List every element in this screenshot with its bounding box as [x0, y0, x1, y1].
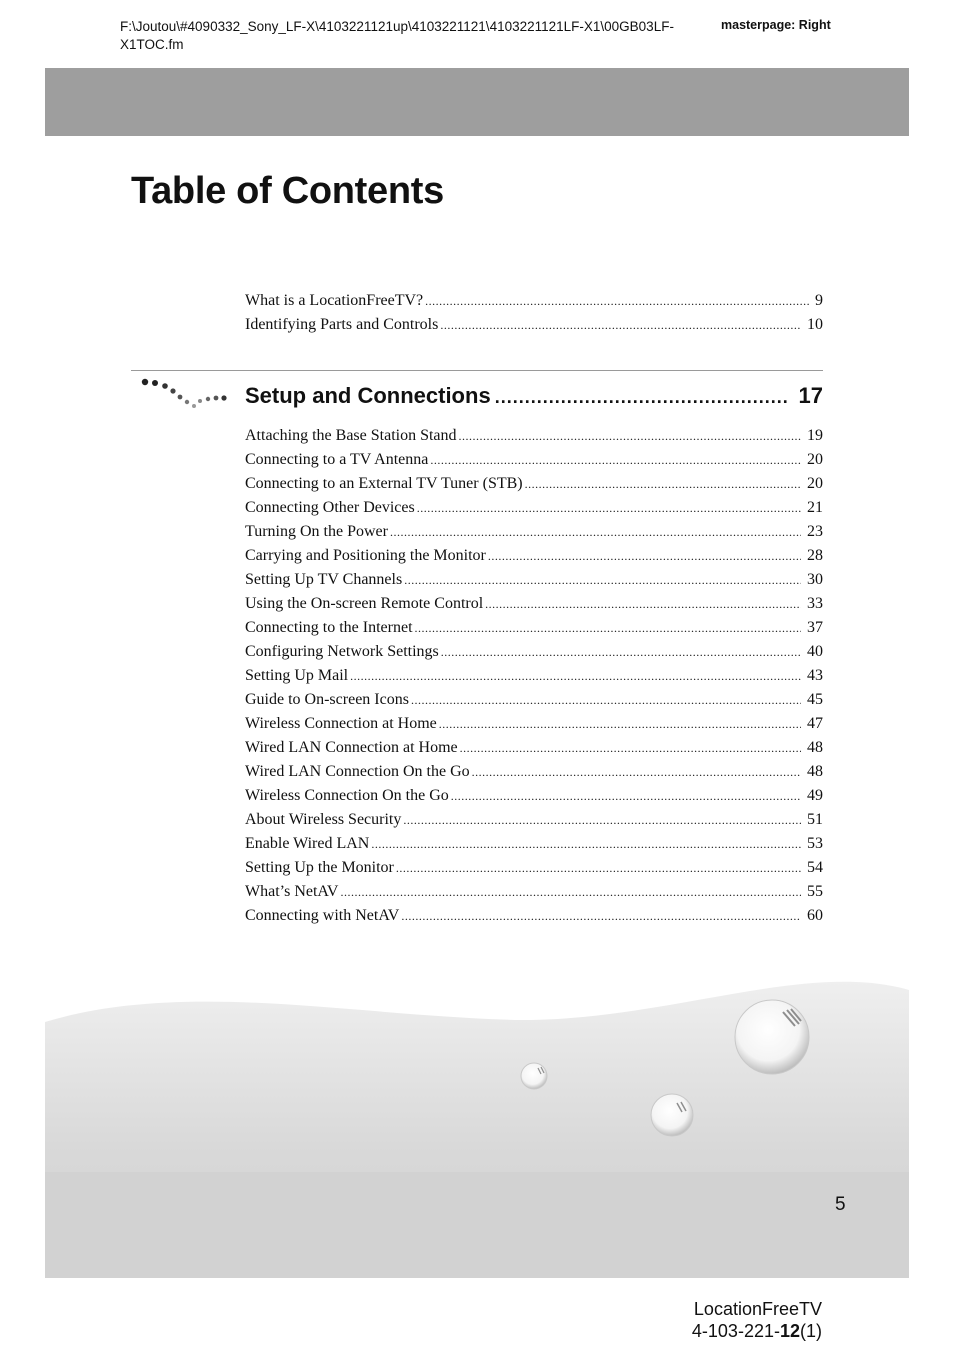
- toc-leader-dots: [401, 904, 801, 928]
- toc-leader-dots: [440, 313, 801, 337]
- toc-entry-page: 45: [807, 691, 823, 708]
- toc-leader-dots: [441, 640, 801, 664]
- toc-leader-dots: [403, 808, 801, 832]
- toc-entry[interactable]: [245, 832, 823, 856]
- toc-leader-dots: [459, 424, 801, 448]
- toc-entry[interactable]: [245, 880, 823, 904]
- toc-leader-dots: [415, 616, 801, 640]
- toc-entry[interactable]: [245, 496, 823, 520]
- toc-entry[interactable]: [245, 664, 823, 688]
- toc-leader-dots: [371, 832, 801, 856]
- toc-entry-label: Wired LAN Connection On the Go: [245, 763, 470, 780]
- toc-entry-label: Setting Up the Monitor: [245, 859, 394, 876]
- toc-entry[interactable]: [245, 856, 823, 880]
- toc-leader-dots: [396, 856, 801, 880]
- toc-entry-page: 23: [807, 523, 823, 540]
- toc-entry-page: 43: [807, 667, 823, 684]
- toc-entry[interactable]: [245, 424, 823, 448]
- product-name: LocationFreeTV: [693, 1299, 822, 1319]
- product-code-prefix: 4-103-221-: [691, 1321, 780, 1341]
- intro-toc-list: [245, 289, 823, 337]
- footer-wave-graphic: [45, 960, 909, 1278]
- toc-entry-label: Using the On-screen Remote Control: [245, 595, 484, 612]
- toc-entry-page: 40: [807, 643, 823, 660]
- toc-entry[interactable]: [245, 313, 823, 337]
- toc-entry-page: 37: [807, 619, 823, 636]
- toc-leader-dots: [439, 712, 801, 736]
- toc-entry[interactable]: [245, 688, 823, 712]
- toc-entry-page: 55: [807, 883, 823, 900]
- toc-entry-page: 20: [807, 475, 823, 492]
- toc-entry[interactable]: [245, 568, 823, 592]
- toc-entry-label: Guide to On-screen Icons: [245, 691, 409, 708]
- toc-leader-dots: [425, 289, 809, 313]
- toc-entry-label: About Wireless Security: [245, 811, 402, 828]
- toc-leader-dots: [340, 880, 801, 904]
- toc-entry[interactable]: [245, 520, 823, 544]
- toc-entry-label: Identifying Parts and Controls: [245, 316, 439, 333]
- toc-leader-dots: [495, 381, 789, 412]
- toc-entry-label: Carrying and Positioning the Monitor: [245, 547, 486, 564]
- toc-entry-page: 49: [807, 787, 823, 804]
- section-page: 17: [798, 383, 823, 408]
- page-title: Table of Contents: [131, 170, 444, 212]
- toc-entry[interactable]: [245, 784, 823, 808]
- file-path-header: F:\Joutou\#4090332_Sony_LF-X\4103221121up\4103221121\4103221121LF-X1\00GB03LF-X1TOC.fm: [120, 19, 674, 52]
- toc-entry-label: Wireless Connection at Home: [245, 715, 437, 732]
- toc-entry-label: Turning On the Power: [245, 523, 388, 540]
- toc-entry-label: Enable Wired LAN: [245, 835, 370, 852]
- toc-entry-label: Connecting Other Devices: [245, 499, 415, 516]
- toc-leader-dots: [488, 544, 801, 568]
- toc-entry-page: 53: [807, 835, 823, 852]
- toc-entry-page: 51: [807, 811, 823, 828]
- toc-entry-label: Setting Up TV Channels: [245, 571, 403, 588]
- toc-entry-page: 60: [807, 907, 823, 924]
- toc-entry-page: 33: [807, 595, 823, 612]
- toc-entry-page: 10: [807, 316, 823, 333]
- section-toc-list: [245, 424, 823, 928]
- toc-entry[interactable]: [245, 736, 823, 760]
- toc-entry[interactable]: [245, 592, 823, 616]
- toc-leader-dots: [525, 472, 801, 496]
- toc-leader-dots: [460, 736, 801, 760]
- product-code: [692, 1320, 822, 1342]
- toc-entry-page: 20: [807, 451, 823, 468]
- toc-entry-page: 21: [807, 499, 823, 516]
- masterpage-label: masterpage: Right: [721, 18, 831, 32]
- bubble-small: [521, 1063, 547, 1089]
- toc-leader-dots: [485, 592, 801, 616]
- toc-entry-page: 47: [807, 715, 823, 732]
- product-code-suffix: (1): [800, 1321, 822, 1341]
- toc-entry-label: What is a LocationFreeTV?: [245, 292, 424, 309]
- section-heading[interactable]: [245, 380, 823, 412]
- toc-entry-label: Wireless Connection On the Go: [245, 787, 449, 804]
- toc-entry-label: Connecting to the Internet: [245, 619, 413, 636]
- toc-entry-page: 48: [807, 739, 823, 756]
- bubble-large: [735, 1000, 809, 1074]
- toc-entry[interactable]: [245, 904, 823, 928]
- toc-leader-dots: [390, 520, 801, 544]
- toc-entry[interactable]: [245, 712, 823, 736]
- toc-entry-page: 28: [807, 547, 823, 564]
- dotted-trail-icon: [138, 374, 230, 414]
- toc-entry-label: Setting Up Mail: [245, 667, 349, 684]
- toc-entry-page: 48: [807, 763, 823, 780]
- toc-leader-dots: [430, 448, 801, 472]
- toc-entry-label: Connecting to a TV Antenna: [245, 451, 429, 468]
- toc-entry[interactable]: [245, 760, 823, 784]
- toc-leader-dots: [350, 664, 801, 688]
- toc-entry-page: 9: [815, 292, 823, 309]
- toc-entry[interactable]: [245, 544, 823, 568]
- toc-entry-label: What’s NetAV: [245, 883, 339, 900]
- toc-entry-label: Wired LAN Connection at Home: [245, 739, 458, 756]
- toc-entry[interactable]: [245, 640, 823, 664]
- toc-entry-label: Connecting with NetAV: [245, 907, 400, 924]
- section-divider: [131, 370, 823, 371]
- toc-entry-page: 30: [807, 571, 823, 588]
- toc-leader-dots: [472, 760, 801, 784]
- toc-leader-dots: [404, 568, 801, 592]
- toc-entry-page: 19: [807, 427, 823, 444]
- toc-entry[interactable]: [245, 616, 823, 640]
- header-band: [45, 68, 909, 136]
- toc-entry[interactable]: [245, 289, 823, 313]
- toc-entry-label: Configuring Network Settings: [245, 643, 439, 660]
- toc-entry-label: Connecting to an External TV Tuner (STB): [245, 475, 523, 492]
- toc-entry-label: Attaching the Base Station Stand: [245, 427, 457, 444]
- toc-entry[interactable]: [245, 808, 823, 832]
- toc-entry[interactable]: [245, 448, 823, 472]
- toc-leader-dots: [417, 496, 801, 520]
- toc-leader-dots: [451, 784, 801, 808]
- section-title: Setup and Connections: [245, 383, 491, 408]
- page-number: 5: [835, 1194, 846, 1215]
- toc-entry[interactable]: [245, 472, 823, 496]
- toc-leader-dots: [411, 688, 801, 712]
- toc-entry-page: 54: [807, 859, 823, 876]
- bubble-medium: [651, 1094, 693, 1136]
- product-code-bold: 12: [779, 1321, 800, 1341]
